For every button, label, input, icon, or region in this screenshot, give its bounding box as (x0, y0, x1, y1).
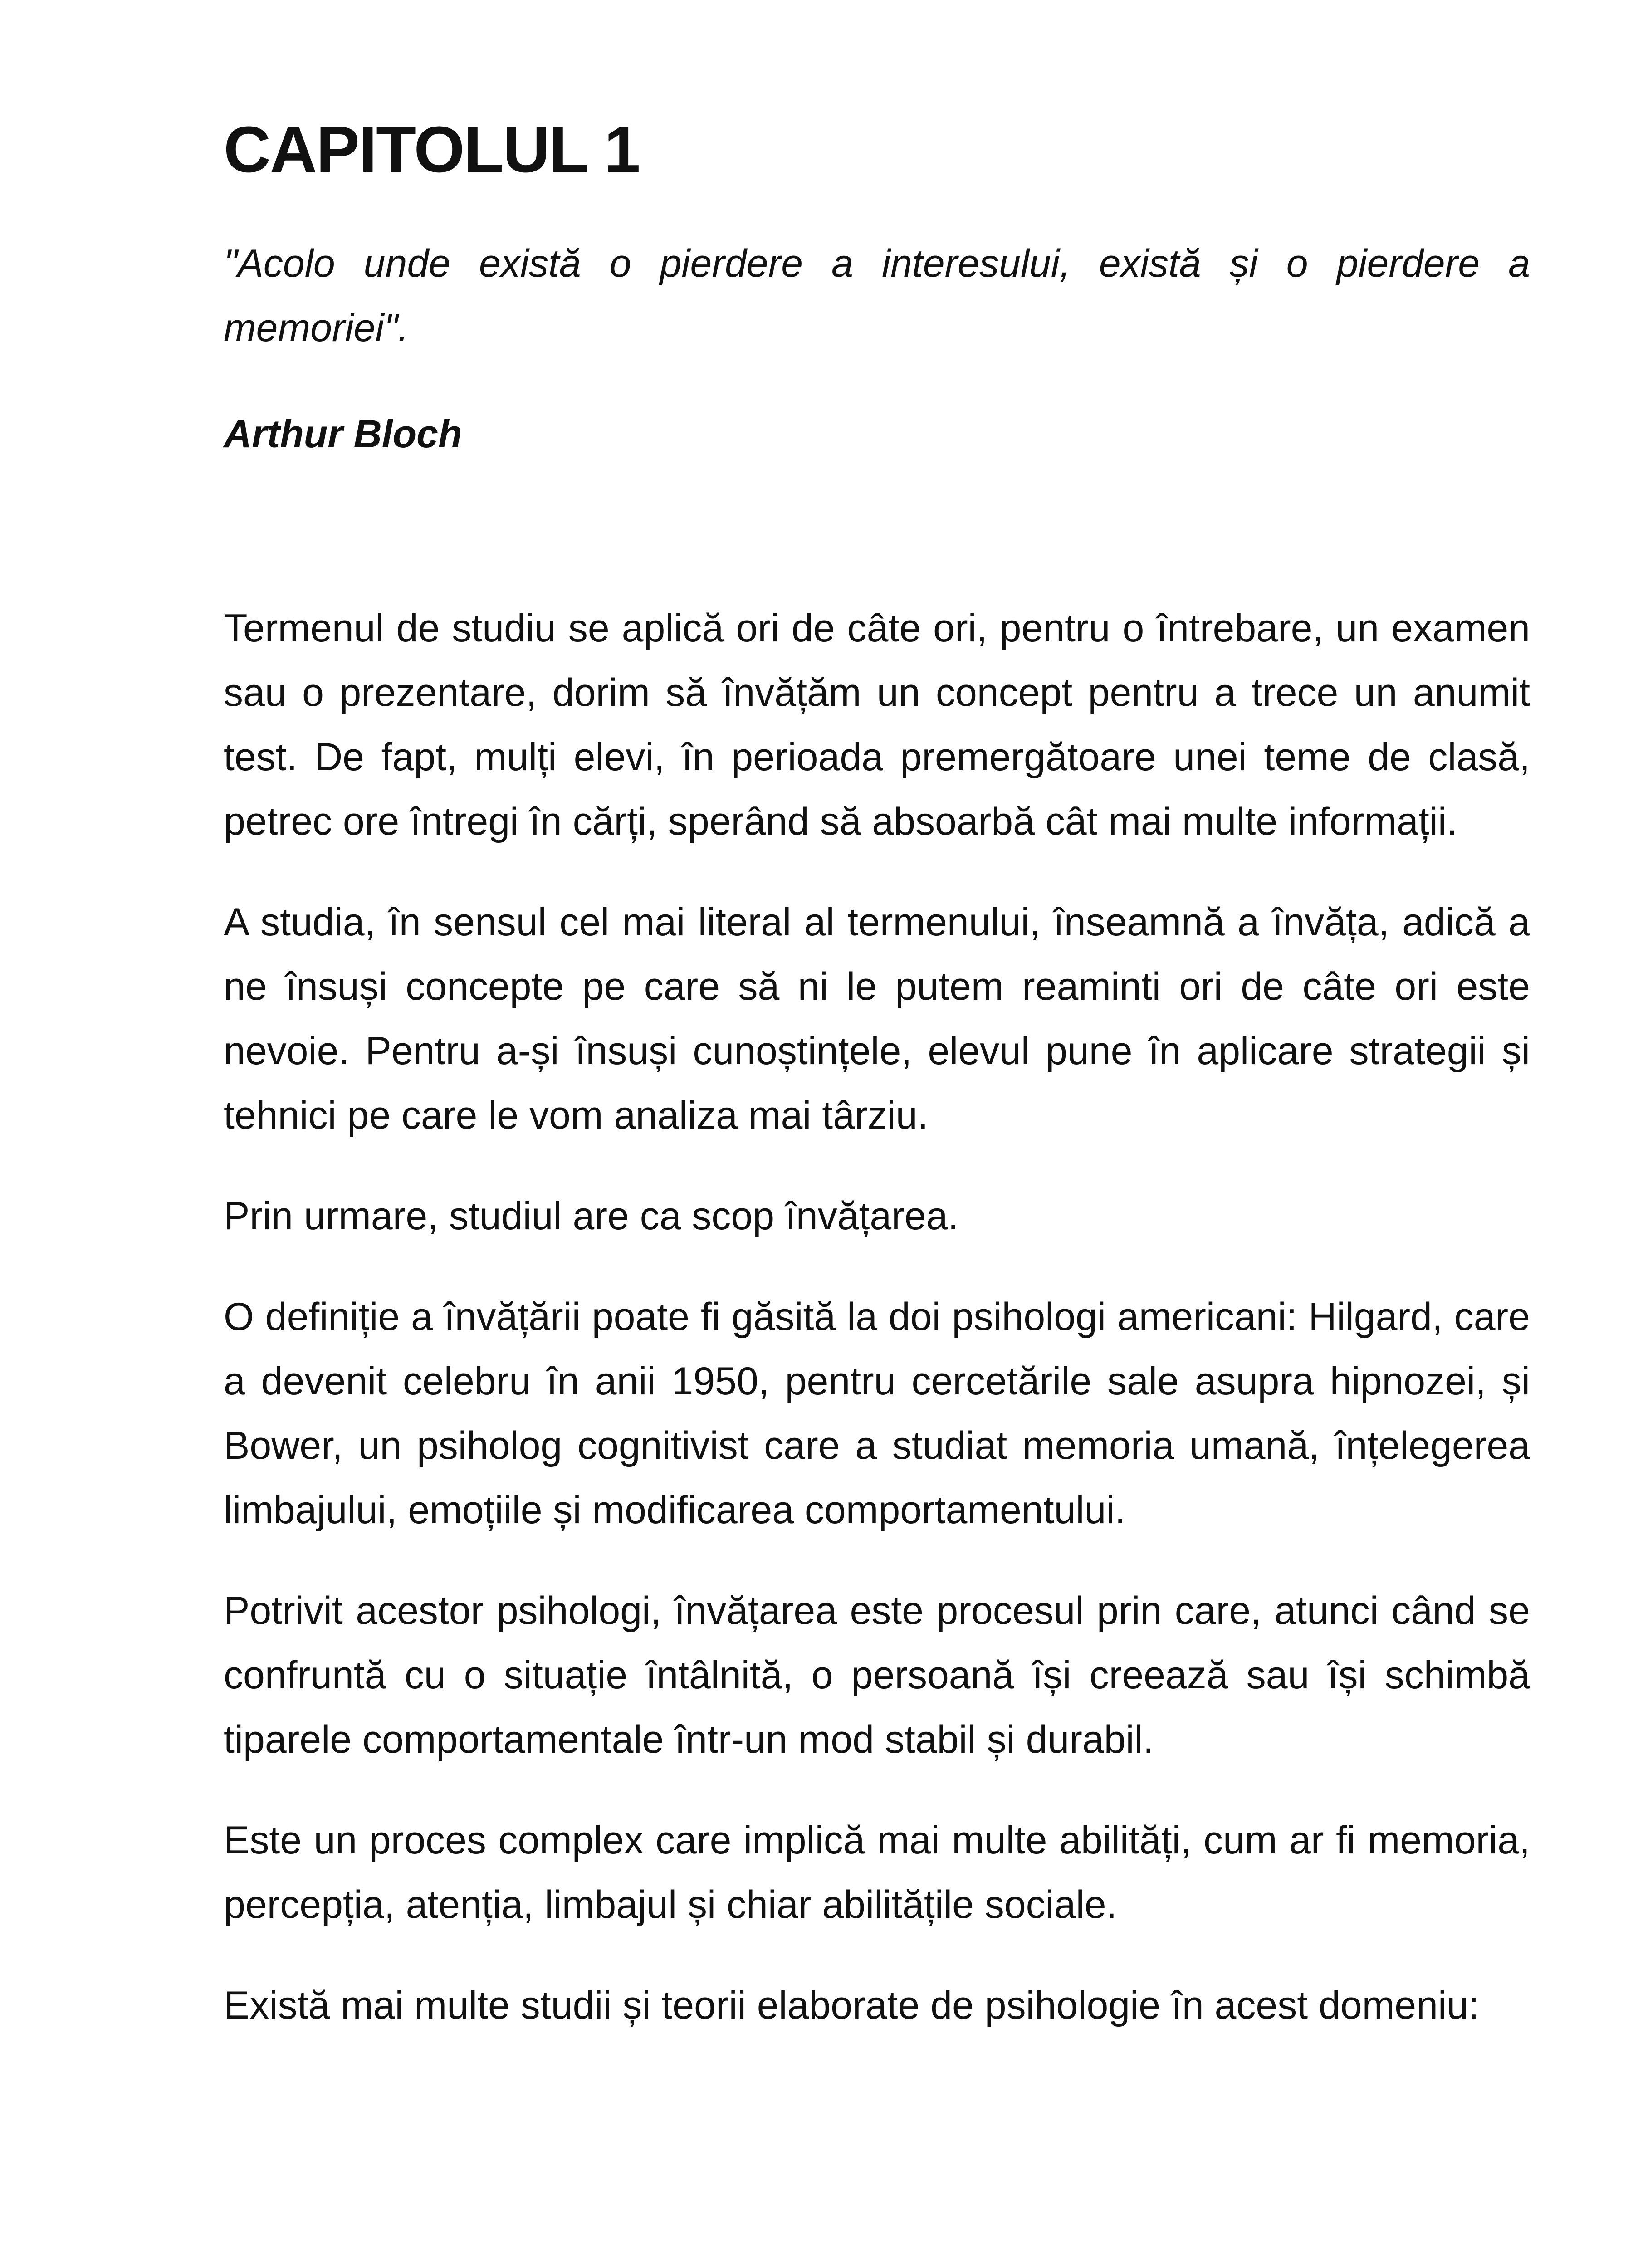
paragraph: Prin urmare, studiul are ca scop învățarea. (224, 1194, 959, 1238)
body-text (224, 596, 1530, 2038)
paragraph: Potrivit acestor psihologi, învățarea este procesul prin care, atunci când se confruntă cu o situație întâlnită, o persoană își creează sau își schimbă tiparele comportamentale într-un mod stabil și durabil. (224, 1589, 1530, 1761)
epigraph-quote: "Acolo unde există o pierdere a interesului, există și o pierdere a memoriei". (224, 242, 1530, 350)
paragraph: Este un proces complex care implică mai multe abilități, cum ar fi memoria, percepția, atenția, limbajul și chiar abilitățile sociale. (224, 1818, 1530, 1926)
epigraph-author: Arthur Bloch (224, 412, 462, 456)
page-content (224, 109, 1530, 2074)
paragraph: O definiție a învățării poate fi găsită la doi psihologi americani: Hilgard, care a devenit celebru în anii 1950, pentru cercetările sale asupra hipnozei, și Bower, un psiholog cognitivist care a studiat memoria umană, înțelegerea limbajului, emoțiile și modificarea comportamentului. (224, 1295, 1530, 1532)
paragraph: Există mai multe studii și teorii elaborate de psihologie în acest domeniu: (224, 1984, 1479, 2027)
chapter-title: CAPITOLUL 1 (224, 113, 640, 186)
paragraph: Termenul de studiu se aplică ori de câte ori, pentru o întrebare, un examen sau o prezentare, dorim să învățăm un concept pentru a trece un anumit test. De fapt, mulți elevi, în perioada premergătoare unei teme de clasă, petrec ore întregi în cărți, sperând să absoarbă cât mai multe informații. (224, 606, 1530, 843)
paragraph: A studia, în sensul cel mai literal al termenului, înseamnă a învăța, adică a ne însuși concepte pe care să ni le putem reaminti ori de câte ori este nevoie. Pentru a-și însuși cunoștințele, elevul pune în aplicare strategii și tehnici pe care le vom analiza mai târziu. (224, 900, 1530, 1137)
